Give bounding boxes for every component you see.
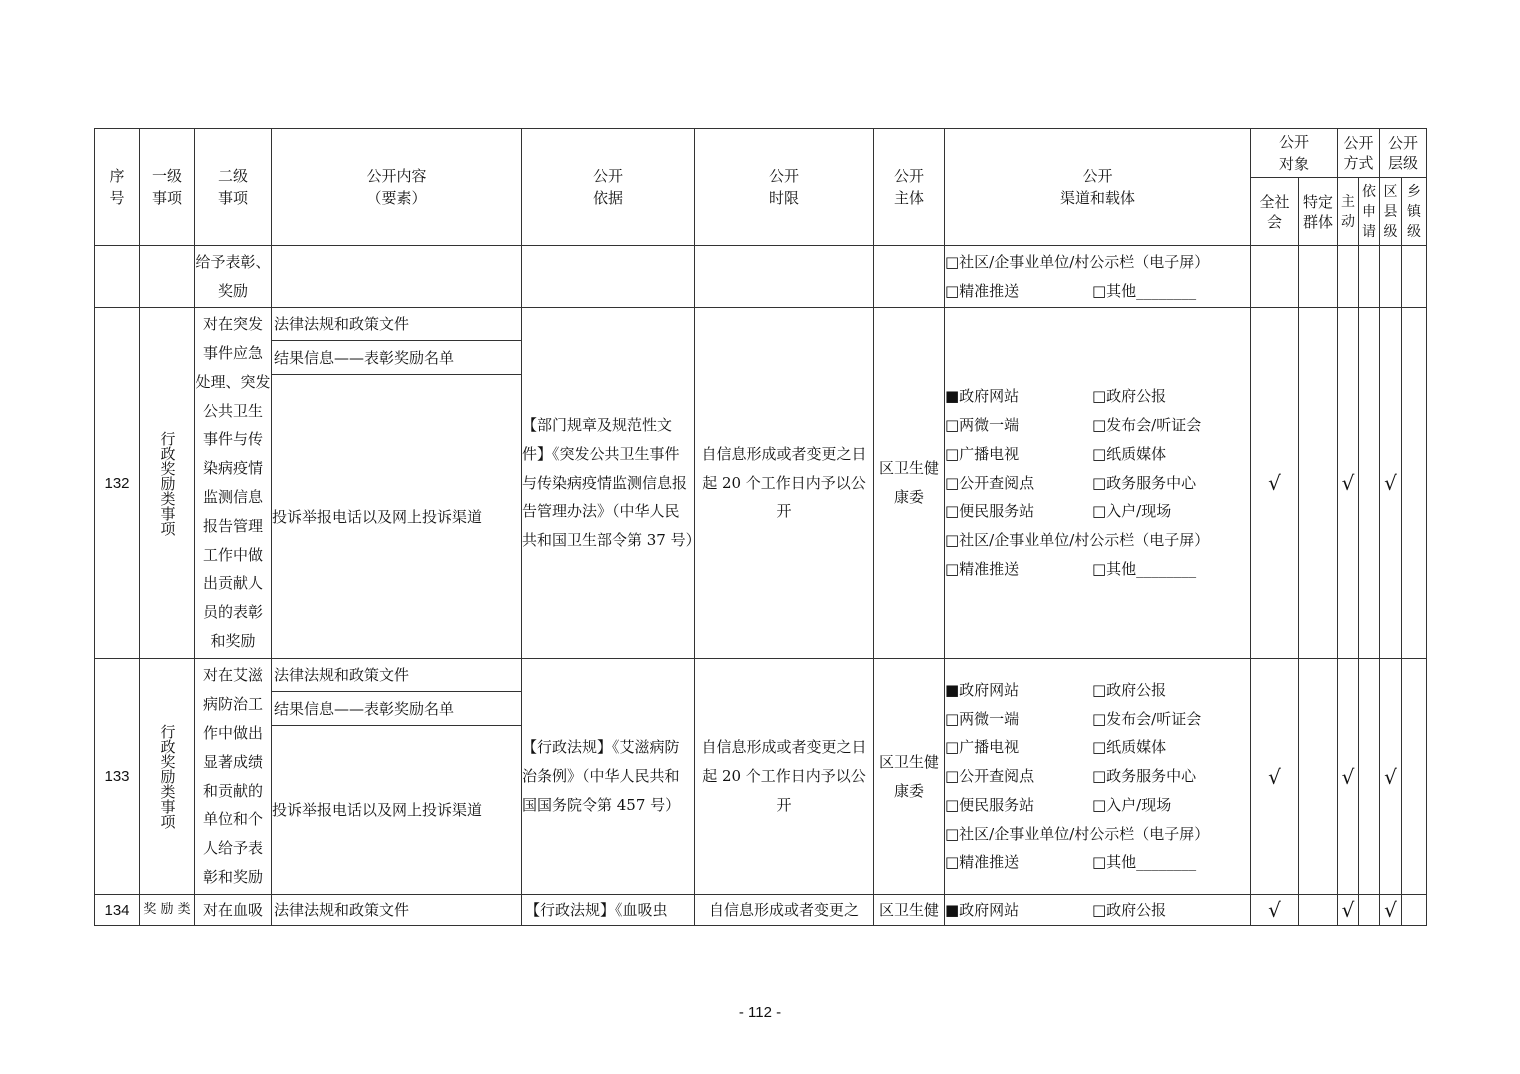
check-mode-request xyxy=(1359,308,1380,659)
header-level: 公开 层级 xyxy=(1380,129,1427,178)
table-row-continued xyxy=(95,246,1427,308)
row-seq: 134 xyxy=(95,895,140,926)
channel-option: □入户/现场 xyxy=(1092,502,1172,521)
table-row-134 xyxy=(95,895,1427,926)
channel-option: □社区/企事业单位/村公示栏（电子屏） xyxy=(945,531,1210,550)
row-content-result: 结果信息——表彰奖励名单 xyxy=(272,341,522,375)
row-time: 自信息形成或者变更之日起 20 个工作日内予以公开 xyxy=(695,308,874,659)
cont-level2: 给予表彰、 奖励 xyxy=(195,246,272,308)
channel-option: □政府公报 xyxy=(1092,387,1167,406)
row-level1: 行政奖励类事项 xyxy=(158,430,177,536)
check-mode-active: √ xyxy=(1338,659,1359,895)
page-number: - 112 - xyxy=(738,1004,782,1021)
channel-option: □纸质媒体 xyxy=(1092,738,1167,757)
row-basis: 【行政法规】《血吸虫 xyxy=(525,901,668,919)
channel-option: □社区/企事业单位/村公示栏（电子屏） xyxy=(945,252,1210,271)
row-content-complaint: 投诉举报电话以及网上投诉渠道 xyxy=(272,726,522,895)
table-row-133 xyxy=(95,659,1427,692)
row-content-law: 法律法规和政策文件 xyxy=(274,901,410,919)
channel-option: □便民服务站 xyxy=(945,795,1035,814)
row-content-result: 结果信息——表彰奖励名单 xyxy=(272,692,522,726)
channel-option: □发布会/听证会 xyxy=(1092,709,1202,728)
check-mode-request xyxy=(1359,659,1380,895)
header-time: 公开 时限 xyxy=(695,129,874,246)
check-target-all: √ xyxy=(1251,308,1299,659)
row-level1-cell xyxy=(140,659,195,895)
row-subject: 区卫生健康委 xyxy=(874,659,945,895)
row-level2: 对在突发 事件应急 处理、突发 公共卫生 事件与传 染病疫情 监测信息 报告管理 工作中做 出贡献人 员的表彰 和奖励 xyxy=(195,308,272,659)
channel-option: ■政府网站 xyxy=(945,387,1020,406)
channel-option: □公开查阅点 xyxy=(945,767,1035,786)
header-content: 公开内容 （要素） xyxy=(272,129,522,246)
channel-option: □精准推送 xyxy=(945,559,1020,578)
header-channel: 公开 渠道和载体 xyxy=(945,129,1251,246)
channel-option: □广播电视 xyxy=(945,444,1020,463)
channel-option: □其他________ xyxy=(1092,281,1197,300)
row-subject: 区卫生健康委 xyxy=(874,308,945,659)
channel-option: □两微一端 xyxy=(945,709,1020,728)
row-level2: 对在血吸 xyxy=(202,901,263,919)
row-level2: 对在艾滋 病防治工 作中做出 显著成绩 和贡献的 单位和个 人给予表 彰和奖励 xyxy=(195,659,272,895)
header-mode-active: 主 动 xyxy=(1338,178,1359,246)
channel-option: ■政府网站 xyxy=(945,680,1020,699)
check-mode-active: √ xyxy=(1338,895,1359,926)
channel-option: □入户/现场 xyxy=(1092,795,1172,814)
check-target-specific xyxy=(1299,308,1338,659)
row-level1: 奖 励 类 xyxy=(143,902,191,917)
disclosure-table xyxy=(94,128,1427,926)
channel-option: □精准推送 xyxy=(945,281,1020,300)
channel-option: □政务服务中心 xyxy=(1092,473,1197,492)
check-level-town xyxy=(1402,659,1427,895)
check-mode-active: √ xyxy=(1338,308,1359,659)
row-seq: 132 xyxy=(95,308,140,659)
header-target-all: 全社 会 xyxy=(1251,178,1299,246)
channel-option: ■政府网站 xyxy=(945,900,1020,919)
header-seq: 序 号 xyxy=(95,129,140,246)
channel-option: □广播电视 xyxy=(945,738,1020,757)
check-level-district: √ xyxy=(1380,308,1402,659)
channel-option: □社区/企事业单位/村公示栏（电子屏） xyxy=(945,824,1210,843)
row-basis: 【部门规章及规范性文件】《突发公共卫生事件与传染病疫情监测信息报告管理办法》（中华人民共和国卫生部令第 37 号） xyxy=(522,308,695,659)
channel-option: □其他________ xyxy=(1092,559,1197,578)
row-channel xyxy=(945,308,1251,659)
row-content-law: 法律法规和政策文件 xyxy=(272,308,522,341)
table-row-132 xyxy=(95,308,1427,341)
check-target-all: √ xyxy=(1251,895,1299,926)
check-level-district: √ xyxy=(1380,895,1402,926)
header-target: 公开 对象 xyxy=(1251,129,1338,178)
channel-option: □两微一端 xyxy=(945,416,1020,434)
channel-option: □政务服务中心 xyxy=(1092,767,1197,786)
channel-option: □其他________ xyxy=(1092,853,1197,872)
channel-option: □精准推送 xyxy=(945,853,1020,872)
row-time: 自信息形成或者变更之日起 20 个工作日内予以公开 xyxy=(695,659,874,895)
header-mode-request: 依 申 请 xyxy=(1359,178,1380,246)
header-level1: 一级 事项 xyxy=(140,129,195,246)
channel-option: □政府公报 xyxy=(1092,900,1167,919)
row-content-law: 法律法规和政策文件 xyxy=(272,659,522,692)
cont-channel xyxy=(945,246,1251,308)
row-content-complaint: 投诉举报电话以及网上投诉渠道 xyxy=(272,375,522,659)
channel-option: □公开查阅点 xyxy=(945,473,1035,492)
row-time: 自信息形成或者变更之 xyxy=(708,901,859,919)
row-level1: 行政奖励类事项 xyxy=(158,724,177,829)
row-level1-cell xyxy=(140,308,195,659)
row-seq: 133 xyxy=(95,659,140,895)
check-target-specific xyxy=(1299,659,1338,895)
row-basis: 【行政法规】《艾滋病防治条例》（中华人民共和国国务院令第 457 号） xyxy=(522,659,695,895)
header-level-district: 区 县 级 xyxy=(1380,178,1402,246)
header-basis: 公开 依据 xyxy=(522,129,695,246)
check-level-town xyxy=(1402,308,1427,659)
channel-option: □便民服务站 xyxy=(945,502,1035,521)
header-subject: 公开 主体 xyxy=(874,129,945,246)
header-level-town: 乡 镇 级 xyxy=(1402,178,1427,246)
check-level-district: √ xyxy=(1380,659,1402,895)
channel-option: □发布会/听证会 xyxy=(1092,416,1202,434)
check-target-all: √ xyxy=(1251,659,1299,895)
channel-option: □纸质媒体 xyxy=(1092,444,1167,463)
row-subject: 区卫生健 xyxy=(878,901,939,919)
header-mode: 公开 方式 xyxy=(1338,129,1380,178)
channel-option: □政府公报 xyxy=(1092,680,1167,699)
header-target-specific: 特定 群体 xyxy=(1299,178,1338,246)
row-channel xyxy=(945,659,1251,895)
header-level2: 二级 事项 xyxy=(195,129,272,246)
